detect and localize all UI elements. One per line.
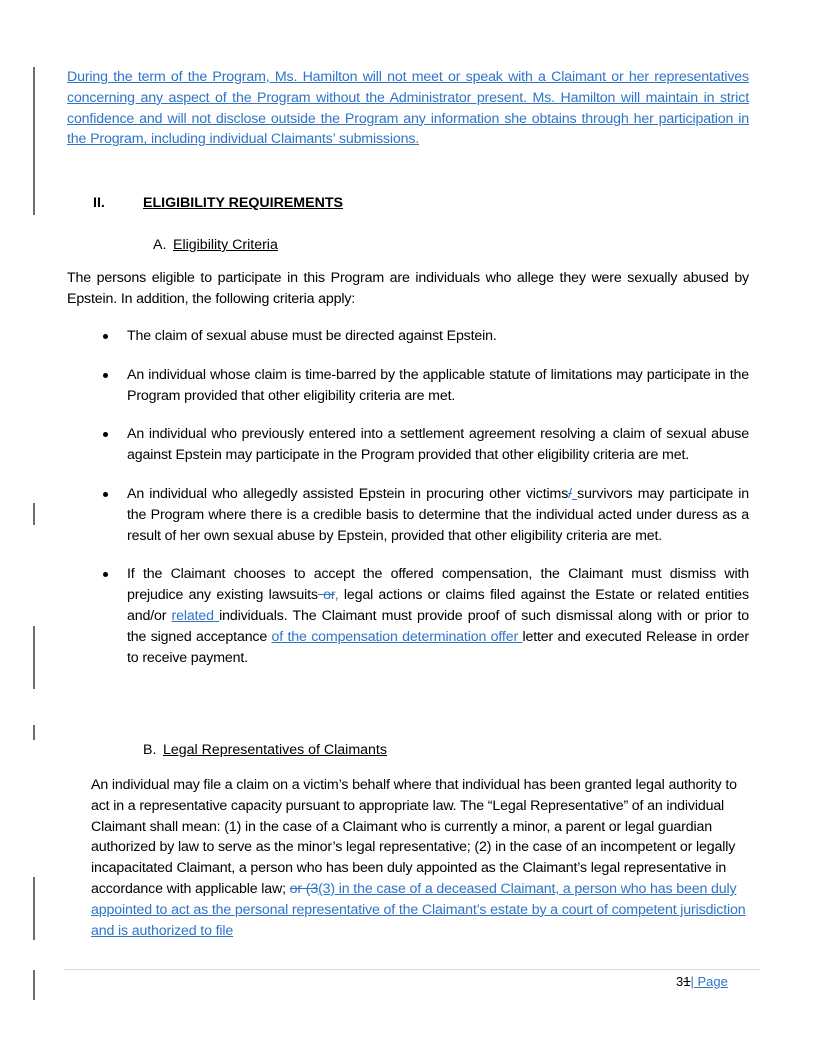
tracked-deletion: or [317,587,335,604]
list-item: An individual who previously entered into a settlement agreement resolving a claim of sexual abuse against Epstein may participate in the Program provided that other eligibility criteria are met. [67,424,749,466]
eligibility-criteria-list [67,326,749,686]
bullet-icon [103,492,108,497]
subsection-b-heading [143,742,387,758]
subsection-b-title: Legal Representatives of Claimants [163,742,387,758]
subsection-b-label: B. [143,742,157,758]
section-number: II. [93,195,105,211]
bullet-icon [103,432,108,437]
list-item: If the Claimant chooses to accept the offered compensation, the Claimant must dismiss with prejudice any existing lawsuits or, legal actions or claims filed against the Estate or related entities and/or related individuals. The Claimant must provide proof of such dismissal along with or prior to the signed acceptance of the compensation determination offer letter and executed Release in order to receive payment. [67,564,749,668]
change-bar [33,626,35,689]
page-label-inserted: | Page [690,974,728,989]
change-bar [33,970,35,1000]
change-bar [33,67,35,215]
bullet-icon [103,572,108,577]
change-bar [33,877,35,940]
subsection-a-title: Eligibility Criteria [173,237,278,253]
tracked-insertion: , [334,587,339,604]
list-item: An individual whose claim is time-barred by the applicable statute of limitations may participate in the Program provided that other eligibility criteria are met. [67,365,749,407]
tracked-deletion: / [568,485,572,502]
tracked-insertion: (3) in the case of a deceased Claimant, a person who has been duly appointed to act as the personal representative of the Claimant’s estate by a court of competent jurisdiction and is authorized to file [91,880,746,939]
list-item: An individual who allegedly assisted Epstein in procuring other victims/ survivors may participate in the Program where there is a credible basis to determine that the individual acted under duress as a result of her own sexual abuse by Epstein, provided that other eligibility criteria are met. [67,484,749,546]
change-bar [33,725,35,740]
change-bar [33,503,35,525]
subsection-a-heading [153,237,278,253]
tracked-insertion: of the compensation determination offer [271,628,523,645]
eligibility-intro: The persons eligible to participate in this Program are individuals who allege they were sexually abused by Epstein. In addition, the following criteria apply: [67,270,749,307]
subsection-a-label: A. [153,237,167,253]
list-item: The claim of sexual abuse must be directed against Epstein. [67,326,749,347]
page-number: 3 [676,974,684,989]
tracked-insertion: related [171,607,220,624]
page-footer [676,974,728,989]
bullet-icon [103,373,108,378]
section-title: ELIGIBILITY REQUIREMENTS [143,195,343,211]
deleted-page-number: 1 [683,974,691,989]
bullet-icon [103,334,108,339]
tracked-deletion: or (3 [289,880,319,897]
legal-representatives-paragraph: An individual may file a claim on a victim’s behalf where that individual has been granted legal authority to act in a representative capacity pursuant to appropriate law. The “Legal Representative” of an individual Claimant shall mean: (1) in the case of a Claimant who is currently a minor, a parent or legal guardian authorized by law to serve as the minor’s legal representative; (2) in the case of an incompetent or legally incapacitated Claimant, a person who has been duly appointed as the Claimant’s legal representative in accordance with applicable law; or (3(3) in the case of a deceased Claimant, a person who has been duly appointed to act as the personal representative of the Claimant’s estate by a court of competent jurisdiction and is authorized to file [91,777,746,939]
footer-divider [64,969,760,970]
intro-paragraph: During the term of the Program, Ms. Hamilton will not meet or speak with a Claimant or her representatives concerning any aspect of the Program without the Administrator present. Ms. Hamilton will maintain in strict confidence and will not disclose outside the Program any information she obtains through her participation in the Program, including individual Claimants’ submissions. [67,69,749,148]
